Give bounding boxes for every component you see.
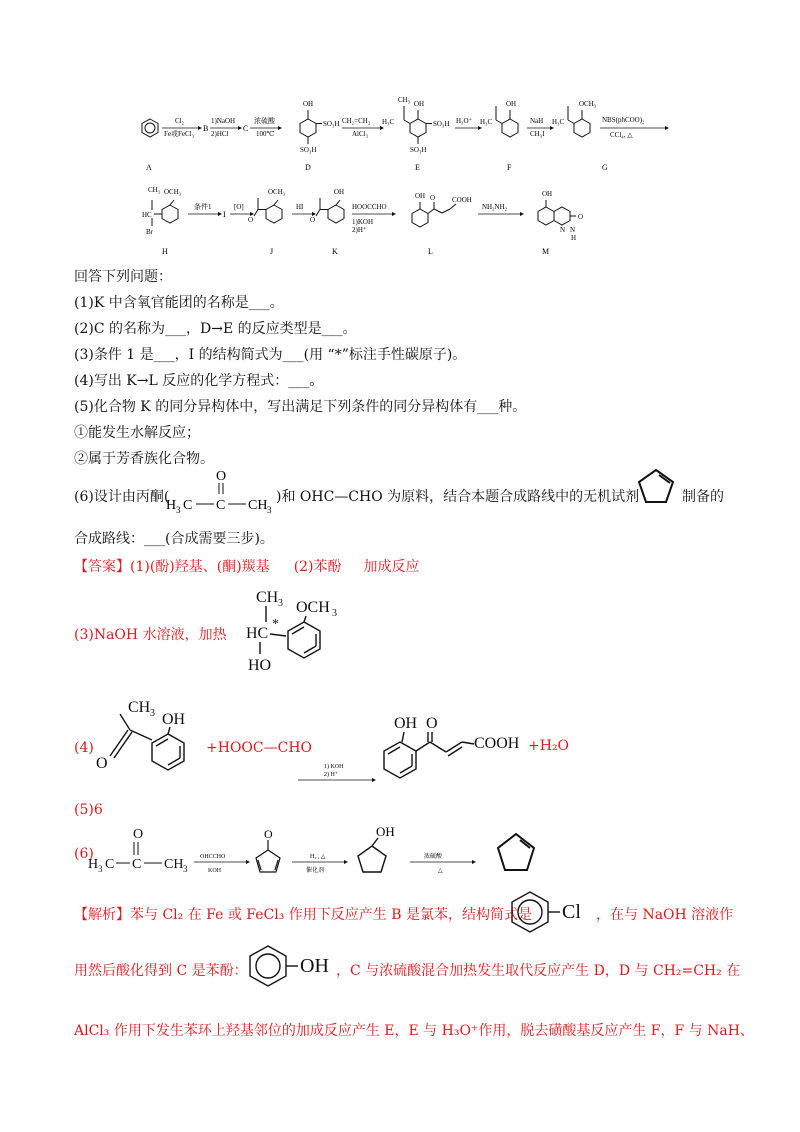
questions-intro: 回答下列问题： (74, 269, 172, 285)
svg-text:Fe或FeCl₃: Fe或FeCl₃ (164, 130, 195, 138)
svg-text:H: H (571, 234, 577, 242)
svg-text:SO₃H: SO₃H (300, 146, 317, 154)
analysis-line-1-b: ，在与 NaOH 溶液作 (596, 907, 734, 923)
svg-text:H₃C: H₃C (382, 118, 395, 126)
svg-text:条件1: 条件1 (194, 203, 212, 211)
svg-text:3: 3 (332, 608, 337, 619)
svg-text:3: 3 (98, 864, 103, 874)
answer-4-product (378, 712, 528, 792)
svg-text:OHCCHO: OHCCHO (200, 854, 226, 860)
svg-text:O: O (426, 715, 438, 732)
svg-text:C: C (183, 498, 193, 513)
acetone-structure (164, 466, 276, 516)
scheme-row-2 (130, 180, 610, 262)
svg-text:CH₃I: CH₃I (530, 130, 545, 138)
svg-text:CH: CH (164, 857, 184, 872)
svg-text:OH: OH (542, 190, 553, 198)
answer-3-structure (244, 584, 354, 680)
svg-text:H: H (88, 857, 99, 872)
svg-text:H₂ , △: H₂ , △ (310, 854, 326, 860)
answer-line-1 (74, 556, 420, 576)
compound-d (300, 110, 322, 144)
svg-text:OH: OH (300, 955, 329, 977)
svg-text:COOH: COOH (452, 196, 472, 204)
question-6-part-c: 制备的 (682, 489, 724, 505)
svg-text:催化剂: 催化剂 (306, 868, 325, 874)
svg-text:OH: OH (303, 100, 314, 108)
question-6-part-a: (6)设计由丙酮( (74, 489, 170, 505)
compound-f (496, 106, 518, 137)
svg-text:100℃: 100℃ (256, 130, 275, 138)
svg-text:Cl: Cl (562, 901, 581, 923)
svg-text:浓硫酸: 浓硫酸 (424, 854, 443, 860)
svg-text:2) H⁺: 2) H⁺ (324, 772, 338, 778)
question-5-condition-2: ②属于芳香族化合物。 (74, 451, 214, 467)
svg-text:1)NaOH: 1)NaOH (211, 117, 236, 125)
compound-l (412, 202, 456, 227)
phenol-structure (246, 942, 336, 988)
svg-text:N: N (560, 226, 566, 234)
svg-text:OH: OH (394, 715, 418, 732)
svg-text:M: M (542, 247, 550, 256)
svg-text:O: O (216, 469, 227, 484)
svg-text:L: L (428, 247, 433, 256)
label-a: A (146, 163, 152, 172)
svg-text:H: H (162, 247, 168, 256)
svg-text:CCl₄, △: CCl₄, △ (610, 131, 633, 139)
svg-text:CH₃: CH₃ (148, 186, 161, 194)
svg-text:SO₃H: SO₃H (410, 146, 427, 154)
compound-j (254, 198, 282, 223)
svg-text:OCH: OCH (296, 599, 330, 616)
svg-text:NaH: NaH (530, 117, 544, 125)
question-5: (5)化合物 K 的同分异构体中，写出满足下列条件的同分异构体有___种。 (74, 399, 527, 415)
answer-heading: 【答案】 (74, 559, 130, 575)
svg-text:OH: OH (376, 824, 395, 839)
analysis-heading: 【解析】 (74, 907, 130, 923)
svg-text:SO₃H: SO₃H (433, 120, 450, 128)
svg-text:C: C (216, 498, 226, 513)
svg-text:HC: HC (246, 625, 269, 642)
svg-text:CH₂=CH₂: CH₂=CH₂ (342, 117, 371, 125)
svg-text:3: 3 (150, 708, 155, 719)
analysis-line-2-b: ，C 与浓硫酸混合加热发生取代反应产生 D，D 与 CH₂=CH₂ 在 (336, 963, 741, 979)
svg-text:O: O (96, 755, 108, 772)
compound-e (404, 106, 432, 144)
svg-text:B: B (203, 124, 209, 133)
svg-text:2)H⁺: 2)H⁺ (352, 226, 367, 234)
answer-4-label: (4) (74, 740, 94, 756)
svg-text:1)KOH: 1)KOH (352, 218, 373, 226)
answer-6-label: (6) (74, 846, 94, 862)
svg-text:Cl₂: Cl₂ (175, 117, 185, 125)
svg-text:OCH₃: OCH₃ (164, 188, 182, 196)
svg-text:浓硫酸: 浓硫酸 (254, 117, 275, 125)
svg-text:AlCl₃: AlCl₃ (352, 130, 369, 138)
svg-text:KOH: KOH (208, 868, 221, 874)
answer-1: (1)(酚)羟基、(酮)羰基 (130, 559, 270, 575)
svg-text:CH: CH (256, 589, 279, 606)
svg-text:CH: CH (248, 498, 268, 513)
question-6-part-d: 合成路线：___(合成需要三步)。 (74, 531, 274, 547)
compound-a (142, 119, 158, 137)
svg-text:HOOCCHO: HOOCCHO (352, 203, 387, 211)
svg-text:NBS(phCOO)₂: NBS(phCOO)₂ (602, 116, 645, 124)
svg-text:2)HCl: 2)HCl (211, 130, 229, 138)
svg-text:O: O (264, 827, 273, 841)
svg-text:E: E (415, 163, 420, 172)
svg-text:OCH₃: OCH₃ (268, 188, 286, 196)
svg-text:3: 3 (267, 505, 272, 515)
svg-text:O: O (430, 194, 436, 202)
compound-g (568, 106, 590, 137)
svg-text:C: C (243, 124, 249, 133)
svg-text:O: O (578, 213, 584, 221)
answer-4-arrow (296, 760, 378, 790)
scheme-row-1 (130, 88, 670, 178)
answer-2: (2)苯酚 (293, 559, 342, 575)
svg-text:H₃O⁺: H₃O⁺ (456, 117, 473, 125)
answer-2b: 加成反应 (363, 559, 420, 575)
svg-text:OH: OH (162, 711, 186, 728)
answer-6-route (88, 824, 548, 880)
svg-text:COOH: COOH (474, 735, 520, 752)
svg-text:CH: CH (128, 699, 151, 716)
svg-text:1) KOH: 1) KOH (324, 764, 344, 770)
answer-3: (3)NaOH 水溶液，加热 (74, 627, 227, 643)
svg-text:HI: HI (296, 203, 304, 211)
svg-text:G: G (602, 163, 608, 172)
svg-text:H: H (166, 498, 177, 513)
compound-k (316, 198, 344, 223)
svg-text:OH: OH (415, 192, 426, 200)
question-3: (3)条件 1 是___，I 的结构简式为___(用 “*”标注手性碳原子)。 (74, 347, 467, 363)
answer-4-water: +H₂O (528, 738, 570, 754)
svg-text:J: J (270, 247, 274, 256)
svg-text:O: O (310, 216, 316, 224)
svg-text:D: D (305, 163, 311, 172)
svg-text:3: 3 (183, 864, 188, 874)
svg-text:C: C (132, 857, 142, 872)
compound-h (152, 200, 178, 226)
svg-text:H₃C: H₃C (480, 118, 493, 126)
question-6-part-b: )和 OHC—CHO 为原料，结合本题合成路线中的无机试剂 (276, 489, 640, 505)
question-1: (1)K 中含氧官能团的名称是___。 (74, 295, 284, 311)
svg-text:K: K (332, 247, 338, 256)
svg-text:SO₃H: SO₃H (323, 120, 340, 128)
svg-text:OCH₃: OCH₃ (579, 100, 597, 108)
analysis-line-2-a: 用然后酸化得到 C 是苯酚： (74, 963, 248, 979)
svg-text:NH₂NH₂: NH₂NH₂ (482, 203, 508, 211)
svg-text:CH₃: CH₃ (398, 96, 411, 104)
svg-text:OH: OH (334, 188, 345, 196)
analysis-line-3: AlCl₃ 作用下发生苯环上羟基邻位的加成反应产生 E，E 与 H₃O⁺作用，脱去磺酸基反应产生 F，F 与 NaH、 (74, 1023, 754, 1039)
svg-text:I: I (223, 210, 226, 219)
svg-text:H₃C: H₃C (552, 118, 565, 126)
svg-text:O: O (248, 216, 254, 224)
analysis-line-1-a: 【解析】苯与 Cl₂ 在 Fe 或 FeCl₃ 作用下反应产生 B 是氯苯，结构简式是 (74, 907, 532, 923)
answer-4-reactant (94, 694, 206, 792)
svg-text:△: △ (438, 868, 443, 874)
chlorobenzene-structure (508, 888, 600, 934)
answer-5: (5)6 (74, 802, 103, 818)
svg-text:Br: Br (146, 228, 153, 236)
svg-text:*: * (272, 617, 279, 632)
question-4: (4)写出 K→L 反应的化学方程式：___。 (74, 373, 324, 389)
answer-4-reagent: +HOOC—CHO (206, 740, 313, 756)
svg-text:N: N (570, 226, 576, 234)
question-2: (2)C 的名称为___，D→E 的反应类型是___。 (74, 321, 357, 337)
svg-text:OH: OH (414, 100, 425, 108)
svg-text:C: C (105, 857, 115, 872)
svg-text:3: 3 (176, 505, 181, 515)
svg-text:[O]: [O] (234, 203, 244, 211)
question-5-condition-1: ①能发生水解反应； (74, 425, 200, 441)
svg-text:3: 3 (278, 598, 283, 609)
cyclopentene-structure (634, 466, 678, 508)
svg-text:O: O (133, 827, 144, 842)
compound-m (538, 200, 576, 225)
svg-text:OH: OH (506, 100, 517, 108)
svg-text:HO: HO (248, 657, 272, 674)
svg-text:F: F (507, 163, 512, 172)
svg-text:HC: HC (142, 211, 152, 219)
